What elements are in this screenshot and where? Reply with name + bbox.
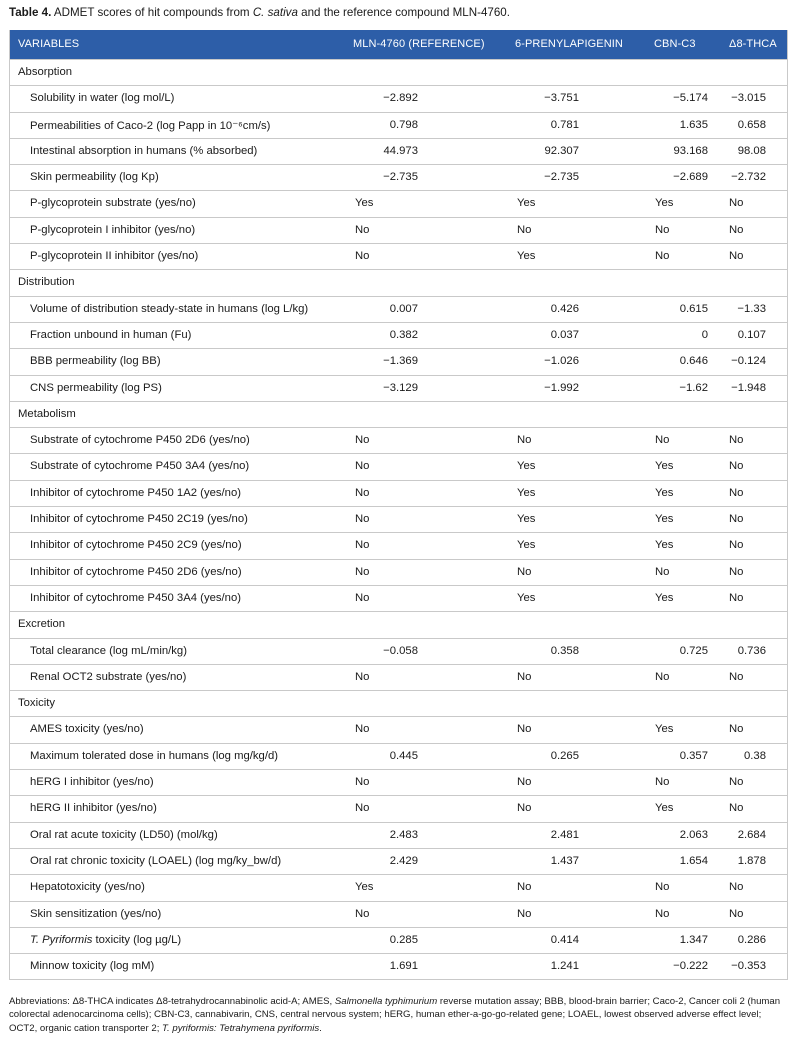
cell-col-4: −2.732 [731, 171, 766, 184]
row-label: Maximum tolerated dose in humans (log mg/kg/d) [30, 749, 279, 762]
cell-col-1: 0.382 [389, 328, 418, 341]
row-label: Renal OCT2 substrate (yes/no) [30, 670, 187, 683]
cell-col-3: No [655, 565, 670, 578]
cell-col-3: Yes [655, 802, 674, 815]
cell-col-3: −2.689 [673, 171, 708, 184]
cell-col-2: −1.026 [544, 355, 579, 368]
cell-col-2: Yes [517, 486, 536, 499]
cell-col-1: No [355, 565, 370, 578]
cell-col-4: −3.015 [731, 92, 766, 105]
section-label: Distribution [18, 276, 75, 289]
cell-col-4: No [729, 907, 744, 920]
cell-col-1: No [355, 907, 370, 920]
footnote-part1: Abbreviations: Δ8-THCA indicates Δ8-tetrahydrocannabinolic acid-A; AMES, [9, 996, 333, 1007]
section-label: Absorption [18, 66, 73, 78]
cell-col-2: Yes [517, 197, 536, 210]
cell-col-1: 0.007 [389, 302, 418, 315]
table-row [10, 585, 787, 611]
table-caption [9, 5, 789, 21]
cell-col-3: 1.654 [679, 854, 708, 867]
row-label: Oral rat chronic toxicity (LOAEL) (log mg/ky_bw/d) [30, 854, 282, 867]
table-row [10, 874, 787, 900]
cell-col-3: Yes [655, 486, 674, 499]
row-label: Permeabilities of Caco-2 (log Papp in 10⁻⁶cm/s) [30, 119, 271, 132]
cell-col-4: No [729, 486, 744, 499]
row-label: Oral rat acute toxicity (LD50) (mol/kg) [30, 828, 218, 841]
section-row [10, 401, 787, 427]
cell-col-1: −1.369 [383, 355, 418, 368]
row-label: P-glycoprotein I inhibitor (yes/no) [30, 223, 196, 236]
cell-col-1: −2.892 [383, 92, 418, 105]
row-label: Substrate of cytochrome P450 3A4 (yes/no) [30, 460, 250, 473]
admet-table [9, 30, 788, 980]
header-6-prenylapigenin: 6-PRENYLAPIGENIN [515, 38, 623, 50]
header-cbn-c3: CBN-C3 [654, 38, 696, 50]
cell-col-4: No [729, 539, 744, 552]
row-label: Fraction unbound in human (Fu) [30, 328, 192, 341]
table-row [10, 348, 787, 374]
cell-col-1: No [355, 802, 370, 815]
footnote [9, 995, 789, 1035]
cell-col-2: −1.992 [544, 381, 579, 394]
cell-col-3: 0.646 [679, 355, 708, 368]
cell-col-2: 0.358 [550, 644, 579, 657]
cell-col-4: No [729, 881, 744, 894]
row-label-italic: T. Pyriformis [30, 933, 93, 946]
cell-col-3: No [655, 907, 670, 920]
table-row [10, 795, 787, 821]
cell-col-1: −0.058 [383, 644, 418, 657]
cell-col-4: 2.684 [737, 828, 766, 841]
footnote-part3: . [319, 1022, 322, 1034]
row-label: Inhibitor of cytochrome P450 2D6 (yes/no) [30, 565, 242, 578]
header-mln4760: MLN-4760 (REFERENCE) [353, 38, 485, 50]
row-label: Inhibitor of cytochrome P450 3A4 (yes/no) [30, 591, 241, 604]
cell-col-1: No [355, 513, 370, 526]
row-label: Inhibitor of cytochrome P450 2C19 (yes/no) [30, 513, 248, 526]
cell-col-2: No [517, 881, 532, 894]
cell-col-2: No [517, 434, 532, 447]
cell-col-3: No [655, 881, 670, 894]
cell-col-4: No [729, 591, 744, 604]
cell-col-2: No [517, 565, 532, 578]
cell-col-1: No [355, 670, 370, 683]
cell-col-2: −2.735 [544, 171, 579, 184]
cell-col-3: −1.62 [679, 381, 708, 394]
table-row [10, 164, 787, 190]
cell-col-4: No [729, 434, 744, 447]
table-row [10, 506, 787, 532]
cell-col-2: 1.437 [550, 854, 579, 867]
table-number: Table 4. [9, 6, 52, 19]
cell-col-1: 44.973 [383, 144, 418, 157]
cell-col-1: No [355, 486, 370, 499]
cell-col-3: −5.174 [673, 92, 708, 105]
cell-col-3: No [655, 670, 670, 683]
table-row [10, 480, 787, 506]
cell-col-2: No [517, 776, 532, 789]
row-label: Hepatotoxicity (yes/no) [30, 881, 145, 894]
row-label: hERG II inhibitor (yes/no) [30, 802, 157, 815]
section-label: Metabolism [18, 407, 76, 420]
cell-col-1: No [355, 723, 370, 736]
cell-col-4: No [729, 197, 744, 210]
section-label: Toxicity [18, 697, 56, 710]
cell-col-2: Yes [517, 591, 536, 604]
table-row [10, 112, 787, 138]
cell-col-2: Yes [517, 460, 536, 473]
cell-col-3: 0.357 [679, 749, 708, 762]
header-variables: VARIABLES [18, 38, 80, 50]
row-label: Skin sensitization (yes/no) [30, 907, 162, 920]
cell-col-4: 98.08 [737, 144, 766, 157]
table-row [10, 322, 787, 348]
row-label: AMES toxicity (yes/no) [30, 723, 144, 736]
cell-col-2: Yes [517, 539, 536, 552]
row-label: P-glycoprotein substrate (yes/no) [30, 197, 196, 210]
cell-col-4: −1.33 [737, 302, 766, 315]
table-row [10, 453, 787, 479]
table-row [10, 190, 787, 216]
row-label: hERG I inhibitor (yes/no) [30, 776, 154, 789]
row-label: Total clearance (log mL/min/kg) [30, 644, 187, 657]
cell-col-3: Yes [655, 513, 674, 526]
cell-col-1: 2.483 [389, 828, 418, 841]
cell-col-1: Yes [355, 197, 374, 210]
table-row [10, 138, 787, 164]
cell-col-2: 0.781 [550, 118, 579, 131]
cell-col-2: No [517, 907, 532, 920]
footnote-italic-salmonella: Salmonella typhimurium [334, 996, 438, 1007]
table-row [10, 427, 787, 453]
cell-col-2: No [517, 802, 532, 815]
cell-col-3: 1.347 [679, 933, 708, 946]
table-row [10, 848, 787, 874]
cell-col-4: 0.658 [737, 118, 766, 131]
cell-col-4: No [729, 565, 744, 578]
row-label-rest: toxicity (log µg/L) [92, 933, 182, 946]
cell-col-2: 0.414 [550, 933, 579, 946]
cell-col-3: No [655, 434, 670, 447]
cell-col-4: −0.353 [731, 960, 766, 973]
row-label: CNS permeability (log PS) [30, 381, 162, 394]
cell-col-2: No [517, 223, 532, 236]
cell-col-2: 0.426 [550, 302, 579, 315]
cell-col-4: No [729, 776, 744, 789]
cell-col-3: −0.222 [673, 960, 708, 973]
cell-col-2: 0.265 [550, 749, 579, 762]
cell-col-1: No [355, 460, 370, 473]
cell-col-4: No [729, 513, 744, 526]
cell-col-1: No [355, 434, 370, 447]
cell-col-4: 1.878 [737, 854, 766, 867]
cell-col-4: 0.38 [744, 749, 766, 762]
cell-col-4: −1.948 [731, 381, 766, 394]
cell-col-4: No [729, 460, 744, 473]
cell-col-3: Yes [655, 539, 674, 552]
cell-col-4: 0.736 [737, 644, 766, 657]
cell-col-2: 1.241 [550, 960, 579, 973]
table-row [10, 85, 787, 111]
table-row [10, 532, 787, 558]
cell-col-3: Yes [655, 460, 674, 473]
table-row [10, 638, 787, 664]
cell-col-2: 0.037 [550, 328, 579, 341]
cell-col-4: 0.107 [737, 328, 766, 341]
table-row [10, 375, 787, 401]
table-row [10, 927, 787, 953]
table-header [10, 30, 787, 59]
table-row [10, 716, 787, 742]
cell-col-2: No [517, 670, 532, 683]
section-row [10, 59, 787, 85]
cell-col-4: 0.286 [737, 933, 766, 946]
footnote-italic-tetrahymena: T. pyriformis: Tetrahymena pyriformis [162, 1022, 320, 1034]
row-label: Intestinal absorption in humans (% absorbed) [30, 144, 258, 157]
row-label [30, 934, 181, 946]
row-label: Solubility in water (log mol/L) [30, 92, 175, 105]
cell-col-2: No [517, 723, 532, 736]
cell-col-3: 1.635 [679, 118, 708, 131]
cell-col-2: Yes [517, 513, 536, 526]
cell-col-1: No [355, 223, 370, 236]
footnote-part2: reverse mutation assay; BBB, blood-brain barrier; Caco-2, Cancer coli 2 (human colorectal adenocarcinoma cells); CBN-C3, cannabivarin, CNS, central nervous system; hERG, human ether-a-go-go-related gene; LOAEL, lowest observed adverse effect level; OCT2, organic cation transporter 2; [9, 996, 781, 1034]
cell-col-2: 2.481 [550, 828, 579, 841]
cell-col-1: No [355, 776, 370, 789]
cell-col-4: −0.124 [731, 355, 766, 368]
cell-col-1: Yes [355, 881, 374, 894]
table-row [10, 559, 787, 585]
cell-col-1: 2.429 [389, 854, 418, 867]
cell-col-4: No [729, 250, 744, 263]
cell-col-1: No [355, 591, 370, 604]
section-label: Excretion [18, 618, 66, 631]
table-row [10, 953, 787, 979]
cell-col-1: 1.691 [389, 960, 418, 973]
row-label: Volume of distribution steady-state in humans (log L/kg) [30, 302, 309, 315]
table-row [10, 822, 787, 848]
cell-col-3: No [655, 223, 670, 236]
cell-col-2: Yes [517, 250, 536, 263]
table-row [10, 901, 787, 927]
header-d8-thca: Δ8-THCA [729, 38, 777, 50]
table-row [10, 743, 787, 769]
row-label: Skin permeability (log Kp) [30, 171, 159, 184]
cell-col-3: 0.725 [679, 644, 708, 657]
cell-col-3: Yes [655, 197, 674, 210]
cell-col-4: No [729, 723, 744, 736]
cell-col-3: No [655, 250, 670, 263]
table-row [10, 243, 787, 269]
cell-col-2: −3.751 [544, 92, 579, 105]
cell-col-2: 92.307 [544, 144, 579, 157]
cell-col-1: −3.129 [383, 381, 418, 394]
cell-col-3: 0.615 [679, 302, 708, 315]
row-label: Inhibitor of cytochrome P450 1A2 (yes/no) [30, 486, 241, 499]
cell-col-1: No [355, 250, 370, 263]
cell-col-1: No [355, 539, 370, 552]
section-row [10, 690, 787, 716]
cell-col-3: 0 [701, 328, 708, 341]
cell-col-3: 93.168 [673, 144, 708, 157]
cell-col-4: No [729, 802, 744, 815]
cell-col-3: Yes [655, 591, 674, 604]
table-body [10, 59, 787, 979]
caption-text-after: and the reference compound MLN-4760. [301, 6, 510, 19]
cell-col-4: No [729, 223, 744, 236]
cell-col-3: Yes [655, 723, 674, 736]
caption-species: C. sativa [252, 6, 298, 19]
section-row [10, 611, 787, 637]
row-label: Inhibitor of cytochrome P450 2C9 (yes/no) [30, 539, 242, 552]
table-row [10, 217, 787, 243]
cell-col-1: −2.735 [383, 171, 418, 184]
cell-col-1: 0.445 [389, 749, 418, 762]
row-label: Minnow toxicity (log mM) [30, 960, 155, 973]
cell-col-1: 0.285 [389, 933, 418, 946]
section-row [10, 269, 787, 295]
cell-col-3: No [655, 776, 670, 789]
row-label: BBB permeability (log BB) [30, 355, 161, 368]
cell-col-3: 2.063 [679, 828, 708, 841]
row-label: Substrate of cytochrome P450 2D6 (yes/no) [30, 434, 250, 447]
table-row [10, 769, 787, 795]
table-row [10, 296, 787, 322]
caption-text-before: ADMET scores of hit compounds from [53, 6, 250, 19]
cell-col-4: No [729, 670, 744, 683]
row-label: P-glycoprotein II inhibitor (yes/no) [30, 250, 199, 263]
cell-col-1: 0.798 [389, 118, 418, 131]
table-row [10, 664, 787, 690]
